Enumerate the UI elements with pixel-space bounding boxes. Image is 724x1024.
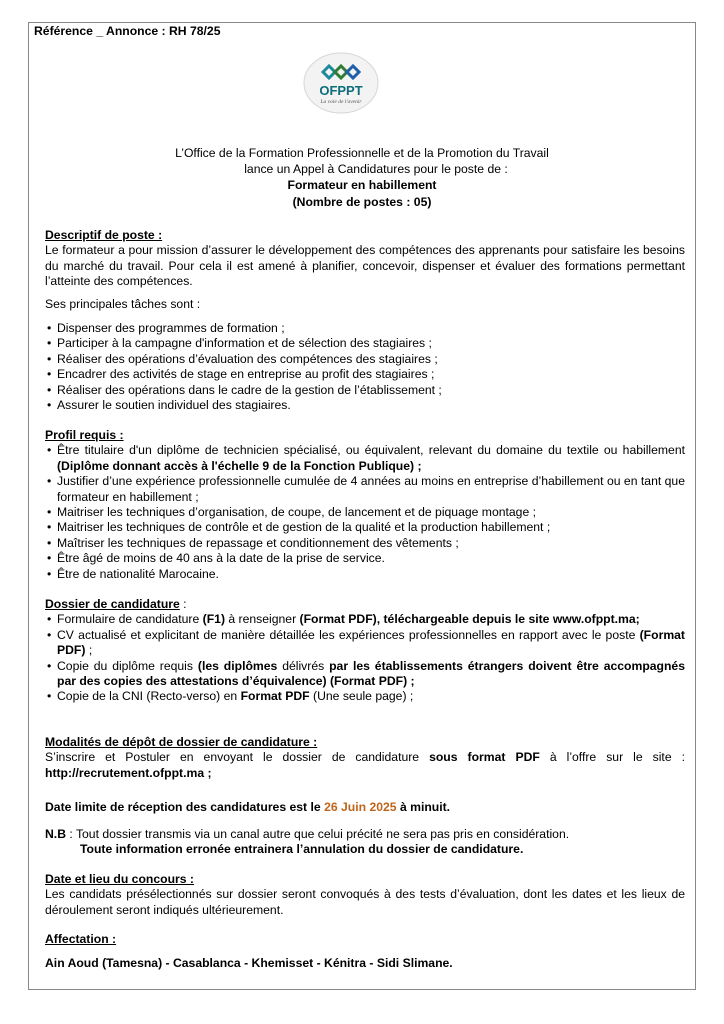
affectation-title: Affectation : [45,932,117,946]
profil-section [45,428,685,582]
list-item: • Encadrer des activités de stage en entreprise au profit des stagiaires ; [45,367,685,382]
list-item: • Formulaire de candidature (F1) à renseigner (Format PDF), téléchargeable depuis le site www.ofppt.ma; [45,612,685,627]
deadline-line: Date limite de réception des candidatures est le 26 Juin 2025 à minuit. [45,800,451,814]
tasks-intro: Ses principales tâches sont : [45,296,201,311]
profil-list [45,443,685,582]
dossier-title: Dossier de candidature : [45,597,187,611]
list-item: • Copie du diplôme requis (les diplômes délivrés par les établissements étrangers doivent être accompagnés par des copies des attestations d’équivalence) (Format PDF) ; [45,659,685,690]
list-item: • Réaliser des opérations d’évaluation des compétences des stagiaires ; [45,352,685,367]
descriptif-text: Le formateur a pour mission d’assurer le développement des compétences des apprenants pour satisfaire les besoins du marché du travail. Pour cela il est amené à planifier, concevoir, dispenser et évaluer des formations permettant l’atteinte des compétences. [45,243,685,289]
list-item: • Réaliser des opérations dans le cadre de la gestion de l’établissement ; [45,383,685,398]
list-item: • Maitriser les techniques de contrôle et de gestion de la qualité et la production habillement ; [45,520,685,535]
descriptif-section [45,228,685,413]
list-item: • Être de nationalité Marocaine. [45,567,685,582]
modalites-section [45,735,685,781]
reference-number: Référence _ Annonce : RH 78/25 [34,24,221,38]
modalites-text: S’inscrire et Postuler en envoyant le dossier de candidature sous format PDF à l’offre sur le site : http://recrutement.ofppt.ma ; [45,750,685,780]
list-item: • Dispenser des programmes de formation ; [45,321,685,336]
ofppt-logo [303,52,379,114]
logo-text: OFPPT [319,83,363,98]
concours-title: Date et lieu du concours : [45,872,194,886]
concours-section [45,872,685,918]
concours-text: Les candidats présélectionnés sur dossier seront convoqués à des tests d’évaluation, dont les dates et les lieux de déroulement seront indiqués ultérieurement. [45,887,685,917]
list-item: • Être âgé de moins de 40 ans à la date de la prise de service. [45,551,685,566]
intro-line-2: lance un Appel à Candidatures pour le poste de : [244,162,508,176]
list-item: • Maîtriser les techniques de repassage et conditionnement des vêtements ; [45,536,685,551]
descriptif-title: Descriptif de poste : [45,228,163,242]
recruitment-link: http://recrutement.ofppt.ma ; [45,765,212,780]
list-item: • Assurer le soutien individuel des stagiaires. [45,398,685,413]
nb-note: N.B : Tout dossier transmis via un canal autre que celui précité ne sera pas pris en considération. Toute information erronée entrainera l’annulation du dossier de candidature. [45,827,685,858]
post-count: (Nombre de postes : 05) [292,195,432,209]
post-title: Formateur en habillement [287,178,437,192]
profil-title: Profil requis : [45,428,124,442]
modalites-title: Modalités de dépôt de dossier de candidature : [45,735,318,749]
list-item: • Copie de la CNI (Recto-verso) en Format PDF (Une seule page) ; [45,689,685,704]
logo-tagline: La voie de l'avenir [320,99,362,105]
list-item: • CV actualisé et explicitant de manière détaillée les expériences professionnelles en rapport avec le poste (Format PDF) ; [45,628,685,659]
intro-line-1: L’Office de la Formation Professionnelle et de la Promotion du Travail [175,146,549,160]
tasks-list [45,321,685,413]
deadline-date: 26 Juin 2025 [324,800,397,814]
list-item: • Être titulaire d'un diplôme de technicien spécialisé, ou équivalent, relevant du domaine du textile ou habillement (Diplôme donnant accès à l'échelle 9 de la Fonction Publique) ; [45,443,685,474]
list-item: • Participer à la campagne d'information et de sélection des stagiaires ; [45,336,685,351]
affectation-cities: Ain Aoud (Tamesna) - Casablanca - Khemisset - Kénitra - Sidi Slimane. [45,956,453,971]
list-item: • Maitriser les techniques d’organisation, de coupe, de lancement et de piquage montage ; [45,505,685,520]
nb-warning: Toute information erronée entrainera l’annulation du dossier de candidature. [80,842,524,857]
list-item: • Justifier d’une expérience professionnelle cumulée de 4 années au moins en entreprise d’habillement ou en tant que formateur en habillement ; [45,474,685,505]
dossier-section [45,597,685,705]
affectation-section [45,932,685,972]
dossier-list [45,612,685,704]
